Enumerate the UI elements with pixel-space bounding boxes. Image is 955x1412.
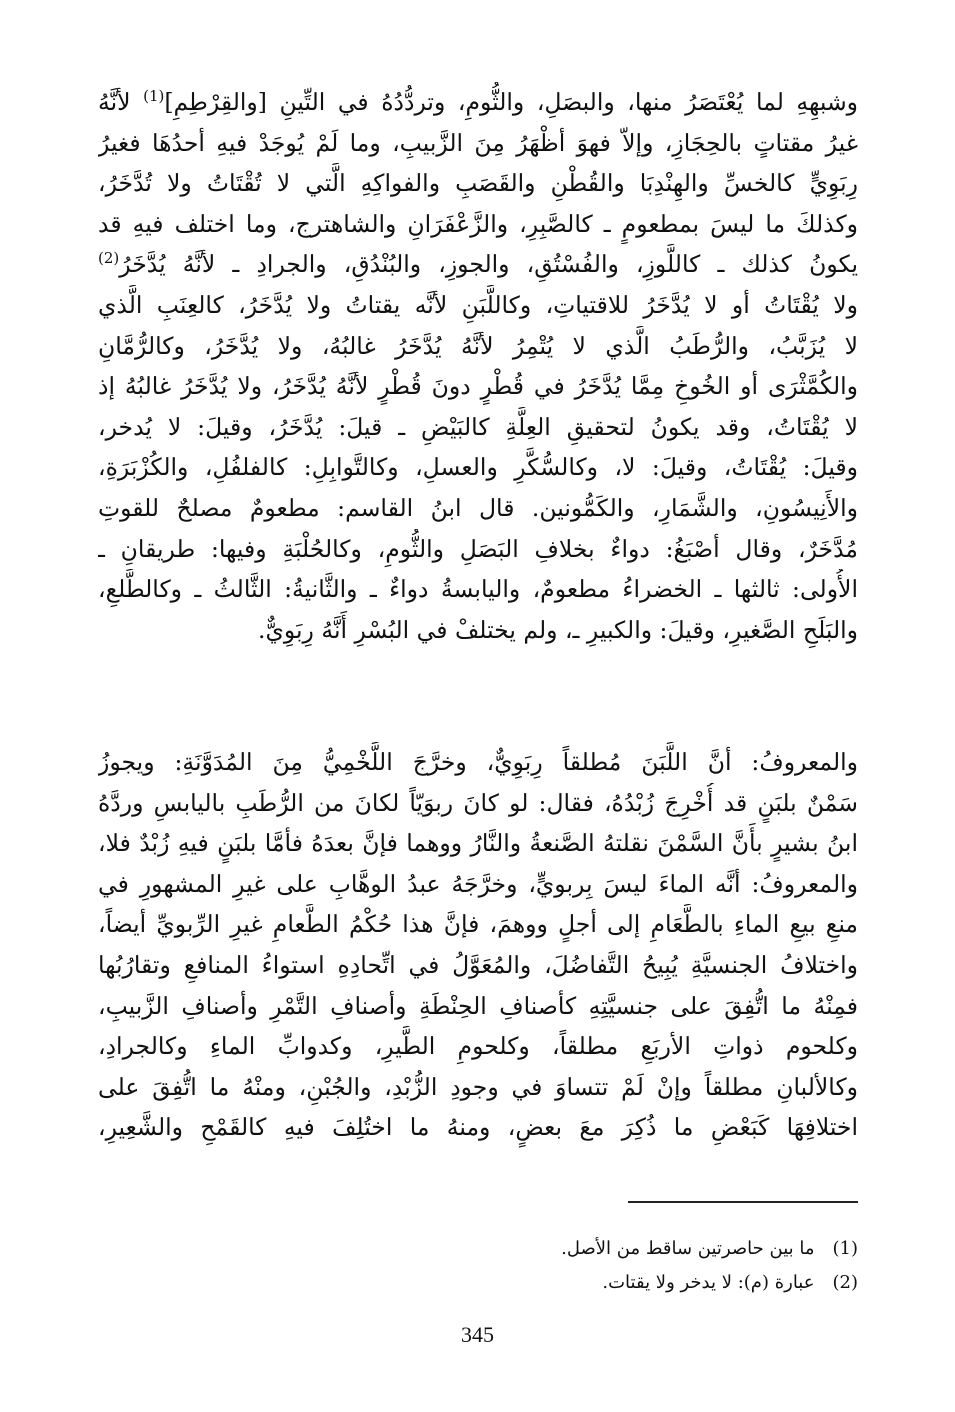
text-line: والمعروفُ: أنَّه الماءَ ليسَ بِربويٍّ، وخرَّجَهُ عبدُ الوهَّابِ على غيرِ المشهورِ في [98, 869, 858, 898]
footnote-number: (2) [832, 1272, 858, 1293]
text-line: مُدَّخَرٌ، وقال أصْبَغُ: دواءٌ بخلافِ البَصَلِ والثُّومِ، وكالحُلْبَةِ وفيها: طريقانِ ـ [98, 534, 858, 563]
footnote-1 [400, 1232, 858, 1266]
footnote-reference-1[interactable]: (1) [143, 87, 165, 106]
footnote-number: (1) [832, 1238, 858, 1259]
footnote-text: عبارة (م): لا يدخر ولا يقتات. [602, 1272, 815, 1293]
text-line: ابنُ بشيرٍ بأَنَّ السَّمْنَ نقلتهُ الصَّنعةُ والنَّارُ ووهما فإنَّ بعدَهُ فأمَّا بلبَنٍ فيهِ زُبْدٌ فلا، [98, 829, 858, 858]
text-line: وقيلَ: يُقْتَاتُ، وقيلَ: لا، وكالسُّكَّرِ والعسلِ، وكالتَّوابِلِ: كالفلفُلِ، والكُزْبَرَةِ، [98, 453, 858, 482]
text-line: رِبَوِيٍّ كالخسِّ والهِنْدِبَا والقُطْنِ والقَصَبِ والفواكِهِ الَّتي لا تُقْتَاتُ ولا تُدَّخَرُ، [98, 169, 858, 198]
text-line: وكذلكَ ما ليسَ بمطعومٍ ـ كالصَّبِرِ، والزَّعْفَرَانِ والشاهترج، وما اختلف فيهِ قد [98, 209, 858, 238]
text-line: ولا يُقْتَاتُ أو لا يُدَّخَرُ للاقتياتِ، وكاللَّبَنِ لأنَّه يقتاتُ ولا يُدَّخَرُ، كالعِنَبِ الَّذي [98, 290, 858, 319]
paragraph-2 [98, 742, 858, 1148]
text-line: وشبهِهِ لما يُعْتَصَرُ منها، والبصَلِ، والثُّومِ، وتردُّدُهُ في التِّينِ [والقِرْطِمِ]$^{(1)}$ لأنَّهُ [98, 87, 858, 116]
text-line: واختلافُ الجنسيَّةِ يُبِيحُ التَّفاضُلَ، والمُعَوَّلُ في اتِّحادِهِ استواءُ المنافعِ وتقارُبُها [98, 950, 858, 979]
text-line: والمعروفُ: أنَّ اللَّبَنَ مُطلقاً رِبَوِيٌّ، وخرَّجَ اللَّخْمِيُّ مِنَ المُدَوَّنَةِ: ويجوزُ [98, 748, 858, 776]
text-line: فمِنْهُ ما اتُّفِقَ على جنسيَّتِهِ كأصنافِ الحِنْطَةِ وأصنافِ التَّمْرِ وأصنافِ الزَّبيبِ، [98, 991, 858, 1020]
text-line: سَمْنٌ بلبَنٍ قد أُخْرِجَ زُبْدُهُ، فقال: لو كانَ ربوَيّاً لكانَ من الرُّطَبِ باليابسِ وردَّهُ [98, 788, 858, 817]
text-line: غيرُ مقتاتٍ بالحِجَازِ، وإلاّ فهوَ أظْهَرُ مِنَ الزَّبيبِ، وما لَمْ يُوجَدْ فيهِ أحدُهَا فغيرُ [98, 128, 858, 157]
text-line: والأَنِيسُونِ، والشَّمَارِ، والكَمُّونين. قال ابنُ القاسم: مطعومٌ مصلحٌ للقوتِ [98, 493, 858, 522]
footnote-text: ما بين حاصرتين ساقط من الأصل. [561, 1238, 815, 1259]
text-line: منعِ بيعِ الماءِ بالطَّعَامِ إلى أجلٍ ووهمَ، فإنَّ هذا حُكْمُ الطَّعامِ غيرِ الرِّبويِّ أيضاً، [98, 910, 858, 939]
footnote-reference-2[interactable]: (2) [98, 249, 120, 268]
text-line: الأُولى: ثالثها ـ الخضراءُ مطعومٌ، واليابسةُ دواءٌ ـ والثَّانيةُ: الثَّالثُ ـ وكالطَّلعِ، [98, 575, 858, 604]
text-line: لا يُقْتَاتُ، وقد يكونُ لتحقيقِ العِلَّةِ كالبَيْضِ ـ قيلَ: يُدَّخَرُ، وقيلَ: لا يُدخر، [98, 412, 858, 441]
footnotes [400, 1232, 858, 1300]
footnote-2 [400, 1266, 858, 1300]
footnote-divider [628, 1201, 858, 1203]
text-line: لا يُزَبَّبُ، والرُّطَبُ الَّذي لا يُتْمِرُ لأنَّهُ يُدَّخَرُ غالبُهُ، ولا يُدَّخَرُ، وكالرُّمَّانِ [98, 331, 858, 360]
text-line: اختلافِهَا كَبَعْضِ ما ذُكِرَ معَ بعضٍ، ومنهُ ما اختُلِفَ فيهِ كالقَمْحِ والشَّعِيرِ، [98, 1113, 858, 1142]
paragraph-1 [98, 82, 858, 650]
text-line: والكُمَّثْرَى أو الخُوخِ مِمَّا يُدَّخَرُ في قُطْرٍ دونَ قُطْرٍ لأنَّهُ يُدَّخَرُ، ولا يُدَّخَرُ غالبُهُ إذ [98, 372, 858, 401]
text-line: وكلحوم ذواتِ الأربَعِ مطلقاً، وكلحومِ الطَّيرِ، وكدوابِّ الماءِ وكالجرادِ، [98, 1032, 858, 1061]
text-line: والبَلَحِ الصَّغيرِ، وقيلَ: والكبيرِ ـ، ولم يختلفْ في البُسْرِ أَنَّهُ رِبَوِيٌّ. [258, 615, 858, 644]
text-line: يكونُ كذلك ـ كاللَّوزِ، والفُسْتُقِ، والجوزِ، والبُنْدُقِ، والجرادِ ـ لأنَّهُ يُدَّخَرُ$^{(2)}$ [98, 249, 858, 279]
page-number: 345 [461, 1322, 494, 1347]
text-line: وكالألبانِ مطلقاً وإنْ لَمْ تتساوَ في وجودِ الزُّبْدِ، والجُبْنِ، ومنْهُ ما اتُّفِقَ على [98, 1072, 858, 1101]
